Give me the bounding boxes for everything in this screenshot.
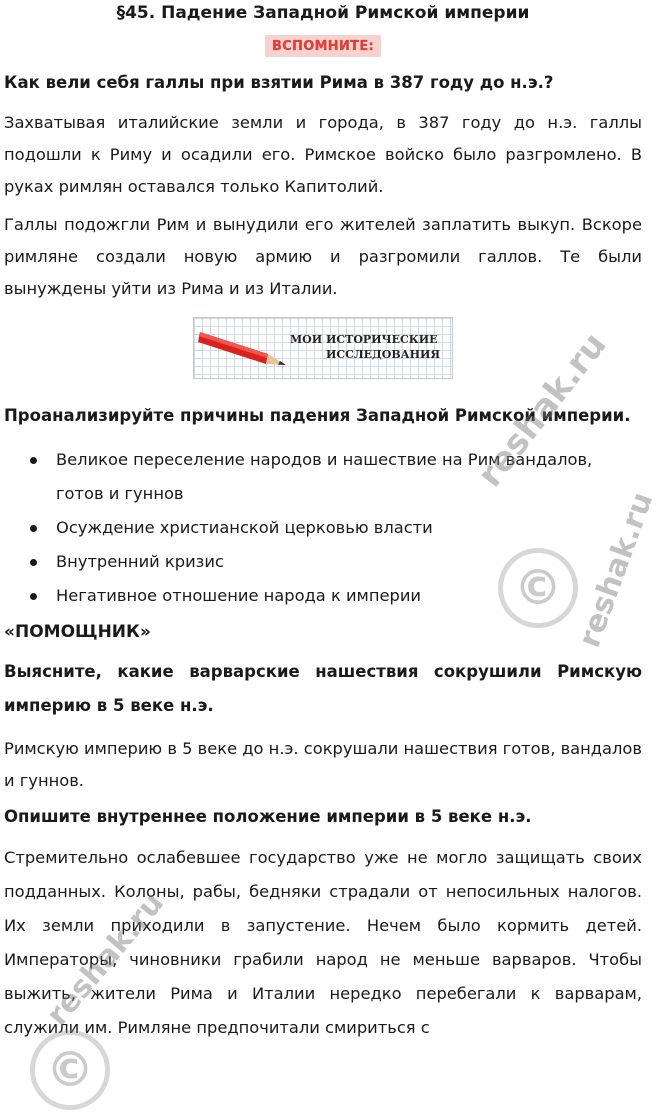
- helper-heading: «ПОМОЩНИК»: [4, 622, 151, 642]
- bullet-icon: [30, 593, 37, 600]
- banner-line-1: МОИ ИСТОРИЧЕСКИЕ: [290, 333, 438, 346]
- list-item: Внутренний кризис: [4, 545, 642, 579]
- question-causes: Проанализируйте причины падения Западной Римской империи.: [4, 406, 631, 425]
- watermark-text: reshak.ru: [470, 325, 615, 495]
- list-item: Негативное отношение народа к империи: [4, 579, 642, 613]
- answer-internal: Стремительно ослабевшее государство уже не могло защищать своих подданных. Колоны, рабы, бедняки страдали от непосильных налогов. Их земли приходили в запустение. Нечем было кормить детей. Императоры, чиновники грабили народ не меньше варваров. Чтобы выжить, жители Рима и Италии нередко перебегали к варварам, служили им. Римляне предпочитали смириться с: [4, 848, 642, 1037]
- red-pencil-icon: [198, 324, 292, 374]
- banner-line-2: ИССЛЕДОВАНИЯ: [326, 348, 441, 361]
- question-gauls: Как вели себя галлы при взятии Рима в 387 году до н.э.?: [4, 73, 554, 92]
- bullet-icon: [30, 525, 37, 532]
- answer-paragraph-1: Захватывая италийские земли и города, в 387 году до н.э. галлы подошли к Риму и осадили его. Римское войско было разгромлено. В руках римлян оставался только Капитолий.: [4, 113, 642, 196]
- list-item: Великое переселение народов и нашествие на Рим вандалов, готов и гуннов: [4, 443, 642, 511]
- watermark-text-3: reshak.ru: [40, 885, 172, 1033]
- watermark-copyright-icon: ©: [498, 548, 578, 628]
- watermark-text-2: reshak.ru: [572, 487, 660, 652]
- research-banner: [193, 317, 453, 379]
- answer-invasions: Римскую империю в 5 веке до н.э. сокрушали нашествия готов, вандалов и гуннов.: [4, 739, 642, 790]
- bullet-icon: [30, 457, 37, 464]
- question-internal: Опишите внутреннее положение империи в 5 веке н.э.: [4, 807, 532, 826]
- watermark-copyright-icon-2: ©: [30, 1030, 110, 1110]
- remember-badge: ВСПОМНИТЕ:: [265, 35, 381, 57]
- list-item: Осуждение христианской церковью власти: [4, 511, 642, 545]
- page-title: §45. Падение Западной Римской империи: [116, 3, 530, 23]
- remember-header: [4, 35, 642, 71]
- research-banner-wrap: [4, 317, 642, 379]
- bullet-icon: [30, 559, 37, 566]
- question-invasions: Выясните, какие варварские нашествия сокрушили Римскую империю в 5 веке н.э.: [4, 662, 642, 715]
- banner-text: [290, 332, 450, 362]
- causes-list: [4, 443, 642, 613]
- answer-paragraph-2: Галлы подожгли Рим и вынудили его жителей заплатить выкуп. Вскоре римляне создали новую армию и разгромили галлов. Те были вынуждены уйти из Рима и из Италии.: [4, 215, 642, 298]
